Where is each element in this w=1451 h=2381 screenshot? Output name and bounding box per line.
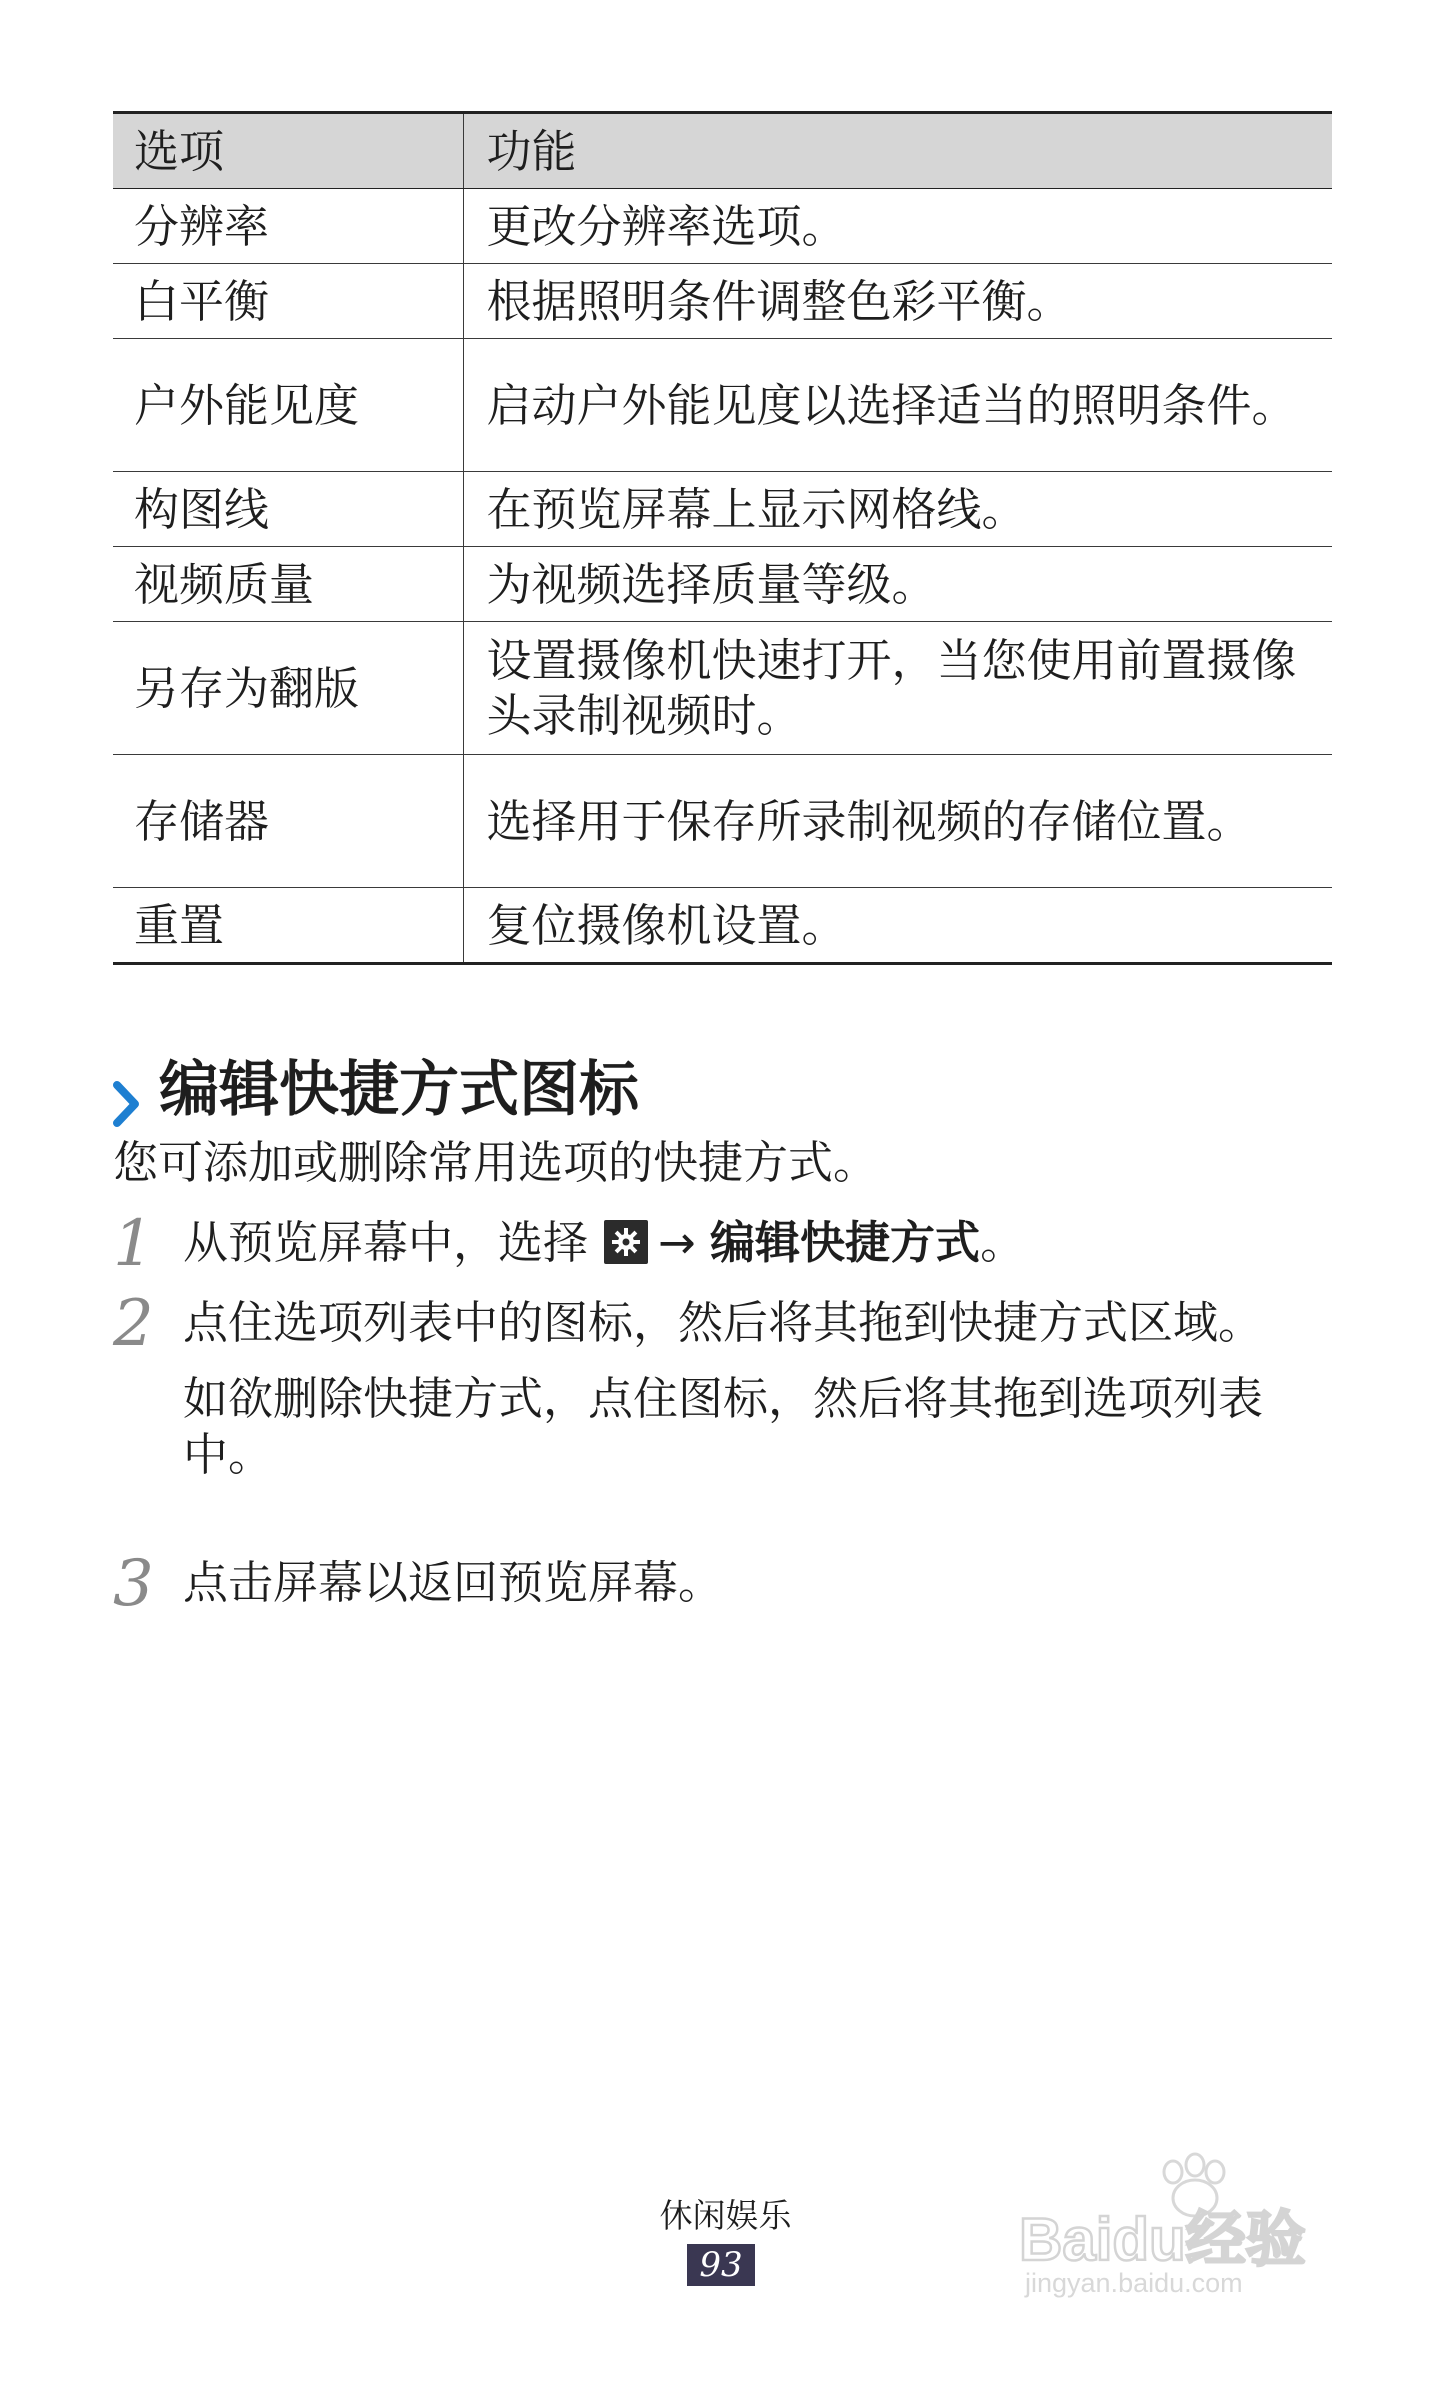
step-2 (113, 1287, 1333, 1483)
table-row (113, 472, 1332, 547)
option-cell: 构图线 (113, 472, 463, 547)
section-title: 编辑快捷方式图标 (159, 1055, 639, 1125)
watermark-url: jingyan.baidu.com (1025, 2268, 1243, 2298)
function-cell: 启动户外能见度以选择适当的照明条件。 (463, 339, 1332, 472)
option-cell: 重置 (113, 888, 463, 964)
watermark-brand: Baidu经验 (1019, 2206, 1306, 2273)
section-intro: 您可添加或删除常用选项的快捷方式。 (113, 1136, 879, 1189)
table-row (113, 888, 1332, 964)
step-text-before: 从预览屏幕中，选择 (183, 1216, 589, 1269)
step-text (183, 1215, 1333, 1271)
table-row (113, 339, 1332, 472)
step-3 (113, 1547, 1333, 1621)
function-cell: 根据照明条件调整色彩平衡。 (463, 264, 1332, 339)
column-header-option: 选项 (113, 113, 463, 189)
option-cell: 白平衡 (113, 264, 463, 339)
table-row (113, 755, 1332, 888)
options-table (113, 111, 1332, 965)
step-text-after: 。 (980, 1216, 1026, 1269)
table-row (113, 264, 1332, 339)
option-cell: 视频质量 (113, 547, 463, 622)
function-cell: 在预览屏幕上显示网格线。 (463, 472, 1332, 547)
step-number: 3 (113, 1547, 154, 1621)
step-number: 2 (113, 1287, 154, 1361)
option-cell: 另存为翻版 (113, 622, 463, 755)
footer-chapter: 休闲娱乐 (659, 2196, 792, 2235)
function-cell: 复位摄像机设置。 (486, 898, 847, 952)
column-header-function: 功能 (463, 113, 1332, 189)
function-cell: 选择用于保存所录制视频的存储位置。 (463, 755, 1332, 888)
table-row (113, 622, 1332, 755)
function-cell: 为视频选择质量等级。 (463, 547, 1332, 622)
step-number: 1 (113, 1207, 154, 1281)
option-cell: 户外能见度 (113, 339, 463, 472)
step-text: 点击屏幕以返回预览屏幕。 (183, 1556, 724, 1609)
table-row (113, 547, 1332, 622)
step-text: 点住选项列表中的图标，然后将其拖到快捷方式区域。 (183, 1296, 1264, 1349)
table-row (113, 189, 1332, 264)
section-heading (113, 1050, 639, 1130)
page-number: 93 (687, 2244, 755, 2286)
watermark-logo (1015, 2150, 1355, 2304)
step-subtext: 如欲删除快捷方式，点住图标，然后将其拖到选项列表中。 (183, 1372, 1264, 1481)
arrow-symbol: → (658, 1216, 696, 1269)
table-header-row (113, 113, 1332, 189)
gear-icon (604, 1220, 648, 1264)
step-bold-text: 编辑快捷方式 (710, 1216, 981, 1269)
chevron-right-icon (113, 1067, 141, 1113)
function-cell: 更改分辨率选项。 (463, 189, 1332, 264)
option-cell: 分辨率 (113, 189, 463, 264)
function-cell: 设置摄像机快速打开，当您使用前置摄像头录制视频时。 (463, 622, 1332, 755)
step-1 (113, 1207, 1333, 1281)
option-cell: 存储器 (113, 755, 463, 888)
